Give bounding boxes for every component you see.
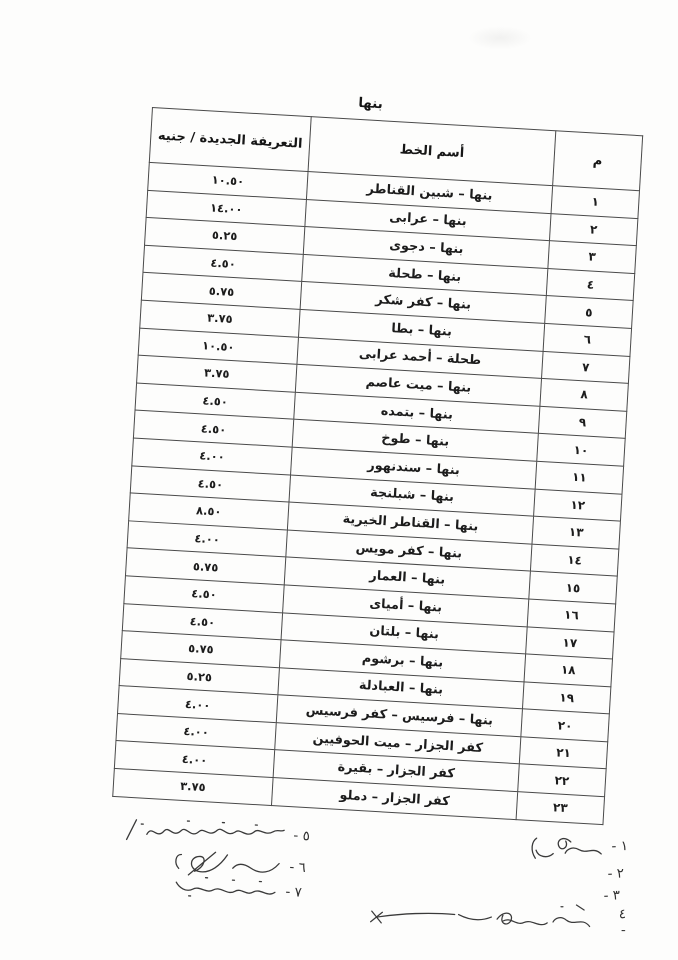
fare-cell: ١٠.٥٠ xyxy=(138,328,298,365)
note-number: ٧ - xyxy=(285,883,303,901)
fare-cell: ٤.٠٠ xyxy=(132,438,292,475)
fare-cell: ٥.٢٥ xyxy=(119,658,279,695)
row-number-cell: ٢٠ xyxy=(521,709,609,742)
fare-cell: ٥.٧٥ xyxy=(141,273,301,310)
row-number-cell: ١٢ xyxy=(534,489,622,522)
line-name-cell: كفر الجزار – بقيرة xyxy=(273,750,519,792)
handwritten-note-right-4 xyxy=(362,899,627,942)
row-number-cell: ٥ xyxy=(545,296,633,329)
handwriting-scribble xyxy=(168,873,281,905)
line-name-cell: بنها – أمياى xyxy=(283,585,529,627)
row-number-cell: ٧ xyxy=(542,351,630,384)
note-number: ٣ - xyxy=(603,887,621,904)
row-number-cell: ٤ xyxy=(546,268,634,301)
row-number-cell: ٢٢ xyxy=(518,764,606,797)
row-number-cell: ٢١ xyxy=(519,737,607,770)
fare-cell: ٣.٧٥ xyxy=(113,768,273,805)
row-number-cell: ١٣ xyxy=(532,516,620,549)
fare-table-block xyxy=(112,94,643,825)
fare-cell: ٨.٥٠ xyxy=(129,493,289,530)
fare-cell: ٤.٠٠ xyxy=(127,521,287,558)
line-name-cell: بنها – دجوى xyxy=(303,227,549,269)
line-name-cell: بنها – كفر مويس xyxy=(286,530,532,572)
column-header-line-name: أسم الخط xyxy=(308,117,556,186)
handwritten-note-right-2 xyxy=(592,865,625,882)
line-name-cell: بنها – العبادلة xyxy=(278,667,524,709)
fare-cell: ٥.٢٥ xyxy=(145,218,305,255)
fare-table xyxy=(112,107,643,825)
line-name-cell: بنها – فرسيس – كفر فرسيس xyxy=(276,695,522,737)
fare-cell: ٥.٧٥ xyxy=(125,548,285,585)
line-name-cell: بنها – شبلنجة xyxy=(289,475,535,517)
line-name-cell: بنها – بطا xyxy=(299,309,545,351)
row-number-cell: ١٨ xyxy=(524,654,612,687)
fare-cell: ٤.٥٠ xyxy=(122,603,282,640)
row-number-cell: ٣ xyxy=(548,241,636,274)
note-number: ٦ - xyxy=(289,859,307,877)
line-name-cell: بنها – عرابى xyxy=(305,199,551,241)
line-name-cell: بنها – طوخ xyxy=(292,420,538,462)
fare-cell: ٤.٠٠ xyxy=(118,686,278,723)
line-name-cell: كفر الجزار – ميت الحوفيين xyxy=(275,723,521,765)
fare-cell: ٤.٥٠ xyxy=(135,383,295,420)
line-name-cell: بنها – طحلة xyxy=(302,254,548,296)
row-number-cell: ٦ xyxy=(543,323,631,356)
fare-cell: ٣.٧٥ xyxy=(137,355,297,392)
row-number-cell: ١ xyxy=(551,186,639,219)
line-name-cell: بنها – شبين القناطر xyxy=(306,172,552,214)
line-name-cell: بنها – كفر شكر xyxy=(300,282,546,324)
row-number-cell: ١٧ xyxy=(526,626,614,659)
fare-cell: ٤.٥٠ xyxy=(133,410,293,447)
column-header-fare: التعريفة الجديدة / جنيه xyxy=(149,108,311,172)
line-name-cell: طحلة – أحمد عرابى xyxy=(297,337,543,379)
fare-cell: ٥.٧٥ xyxy=(121,631,281,668)
fare-table-body xyxy=(113,162,640,824)
handwriting-scribble xyxy=(524,832,607,865)
row-number-cell: ١٤ xyxy=(530,544,618,577)
note-number: ٤ - xyxy=(618,906,627,939)
line-name-cell: بنها – العمار xyxy=(284,557,530,599)
line-name-cell: بنها – سندنهور xyxy=(291,447,537,489)
fare-cell: ٤.٥٠ xyxy=(130,465,290,502)
row-number-cell: ١١ xyxy=(535,461,623,494)
row-number-cell: ١٦ xyxy=(527,599,615,632)
fare-cell: ١٠.٥٠ xyxy=(148,162,308,199)
row-number-cell: ٢٣ xyxy=(516,792,604,825)
line-name-cell: كفر الجزار – دملو xyxy=(272,778,518,820)
line-name-cell: بنها – القناطر الخيرية xyxy=(287,502,533,544)
line-name-cell: بنها – بلتان xyxy=(281,612,527,654)
fare-cell: ٤.٠٠ xyxy=(116,713,276,750)
row-number-cell: ١٥ xyxy=(529,571,617,604)
row-number-cell: ١٩ xyxy=(522,682,610,715)
fare-cell: ٣.٧٥ xyxy=(140,300,300,337)
fare-cell: ٤.٥٠ xyxy=(143,245,303,282)
fare-cell: ٤.٠٠ xyxy=(114,741,274,778)
handwritten-note-right-1 xyxy=(512,831,629,865)
table-title: بنها xyxy=(357,94,384,113)
scan-smudge xyxy=(468,26,532,50)
line-name-cell: بنها – ميت عاصم xyxy=(295,364,541,406)
row-number-cell: ٨ xyxy=(540,379,628,412)
row-number-cell: ٩ xyxy=(538,406,626,439)
note-number: ١ - xyxy=(611,837,629,855)
row-number-cell: ٢ xyxy=(549,213,637,246)
row-number-cell: ١٠ xyxy=(537,434,625,467)
note-number: ٥ - xyxy=(293,827,311,845)
handwriting-scribble xyxy=(362,899,606,941)
line-name-cell: بنها – برشوم xyxy=(279,640,525,682)
fare-cell: ١٤.٠٠ xyxy=(146,190,306,227)
fare-cell: ٤.٥٠ xyxy=(124,576,284,613)
note-number: ٢ - xyxy=(607,865,625,883)
line-name-cell: بنها – بتمده xyxy=(294,392,540,434)
column-header-number: م xyxy=(553,131,643,191)
